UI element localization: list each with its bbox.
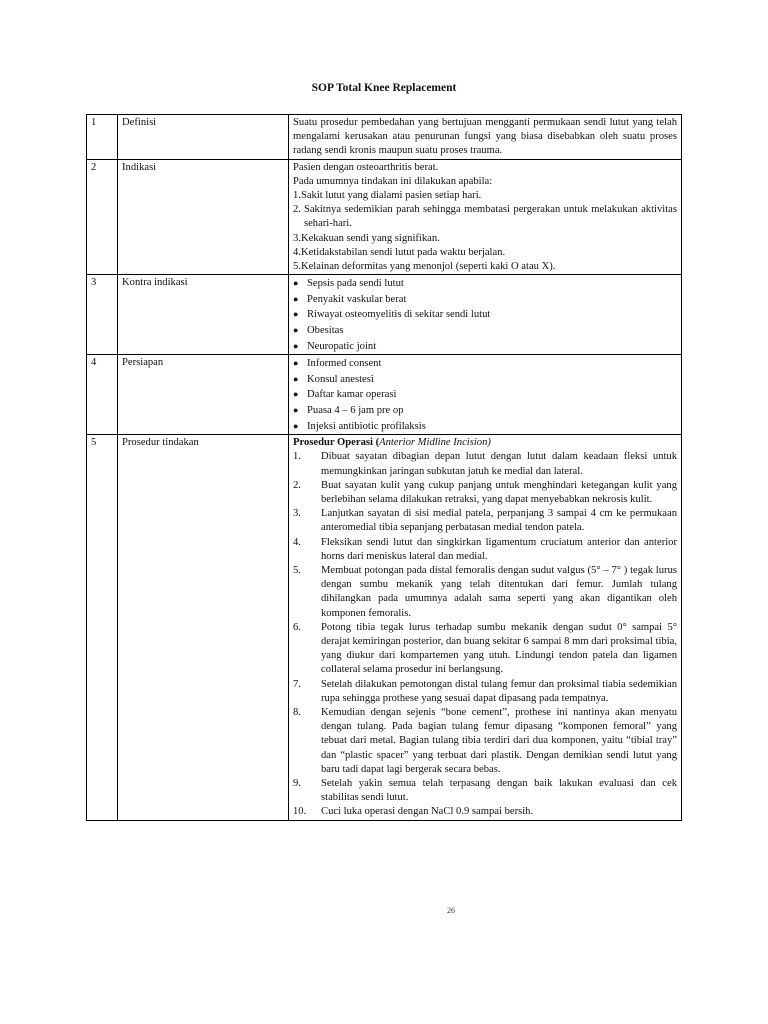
step-text: Dibuat sayatan dibagian depan lutut dengan lutut dalam keadaan fleksi untuk memungkinkan jaringan subkutan jatuh ke medial dan lateral. — [321, 451, 677, 477]
item-text: Kelainan deformitas yang menonjol (seperti kaki O atau X). — [300, 261, 556, 273]
item-text: Neuropatic joint — [307, 340, 377, 352]
item-text: Obesitas — [307, 325, 344, 337]
list-item — [293, 706, 677, 777]
step-text: Kemudian dengan sejenis “bone cement”, prothese ini nantinya akan menyatu dengan tulang. Pada bagian tulang femur dipasang “komponen femoral” yang tebuat dari metal. Bagian tulang tibia terdiri dari dua komponen, yaitu “tibial tray” dan “plastic spacer” yang terbuat dari plastik. Dengan demikian sendi lutut yang baru tadi dapat lagi bergerak secara bebas. — [321, 707, 677, 775]
bullet-icon: ● — [293, 278, 299, 289]
row-label: Indikasi — [118, 159, 289, 275]
row-label: Persiapan — [118, 355, 289, 435]
contraindication-list — [293, 276, 677, 354]
list-item — [293, 246, 677, 260]
list-item — [293, 564, 677, 621]
indication-intro: Pasien dengan osteoarthritis berat. — [293, 161, 439, 173]
list-item — [293, 372, 677, 388]
indication-intro: Pada umumnya tindakan ini dilakukan apabila: — [293, 175, 493, 187]
preparation-list — [293, 356, 677, 434]
step-number: 7. — [293, 678, 301, 690]
list-item — [293, 387, 677, 403]
step-number: 8. — [293, 707, 301, 719]
row-number: 5 — [87, 435, 118, 820]
step-text: Setelah dilakukan pemotongan distal tulang femur dan proksimal tiabia sedemikian rupa sehingga prothese yang sesuai dapat dipasang pada tempatnya. — [321, 678, 677, 704]
list-item — [293, 777, 677, 805]
item-text: Injeksi antibiotic profilaksis — [307, 420, 426, 432]
list-item — [293, 339, 677, 355]
step-text: Membuat potongan pada distal femoralis dengan sudut valgus (5° – 7° ) tegak lurus dengan sumbu mekanik yang telah ditentukan dari femur. Jumlah tulang dihilangkan pada umumnya adalah sama seperti yang akan digantikan oleh komponen femoralis. — [321, 565, 677, 619]
row-number: 1 — [87, 115, 118, 160]
document-title: SOP Total Knee Replacement — [311, 82, 457, 94]
procedure-cell — [289, 435, 682, 820]
step-text: Fleksikan sendi lutut dan singkirkan ligamentum cruciatum anterior dan anterior horns dari meniskus lateral dan medial. — [321, 536, 677, 562]
bullet-icon: ● — [293, 420, 299, 431]
contraindication-cell — [289, 275, 682, 355]
step-number: 9. — [293, 778, 301, 790]
table-row — [87, 435, 682, 820]
item-number: 4. — [293, 246, 301, 258]
step-number: 1. — [293, 451, 301, 463]
step-text: Buat sayatan kulit yang cukup panjang untuk menghindari ketegangan kulit yang berlebihan selama dilakukan retraksi, yang dapat menyebabkan nekrosis kulit. — [321, 479, 677, 505]
item-text: Riwayat osteomyelitis di sekitar sendi lutut — [307, 309, 491, 321]
step-number: 6. — [293, 621, 301, 633]
row-label: Kontra indikasi — [118, 275, 289, 355]
item-number: 3. — [293, 232, 301, 244]
bullet-icon: ● — [293, 325, 299, 336]
list-item — [293, 276, 677, 292]
row-number: 3 — [87, 275, 118, 355]
indication-list — [293, 189, 677, 274]
item-text: Ketidakstabilan sendi lutut pada waktu berjalan. — [300, 246, 506, 258]
step-text: Potong tibia tegak lurus terhadap sumbu mekanik dengan sudut 0° sampai 5° derajat kemiringan posterior, dan buang sekitar 6 sampai 8 mm dari proksimal tibia, yang diukur dari kompartemen yang utuh. Lindungi tendon patela dan ligamen collateral selama prosedur ini berlangsung. — [321, 621, 677, 676]
list-item — [293, 403, 677, 419]
procedure-steps — [293, 450, 677, 819]
definition-text: Suatu prosedur pembedahan yang bertujuan mengganti permukaan sendi lutut yang telah mengalami kerusakan atau penurunan fungsi yang biasa disebabkan oleh suatu proses radang sendi kronis maupun suatu proses trauma. — [289, 115, 682, 160]
bullet-icon: ● — [293, 293, 299, 304]
table-row — [87, 355, 682, 435]
list-item — [293, 356, 677, 372]
list-item — [293, 450, 677, 478]
bullet-icon: ● — [293, 373, 299, 384]
list-item — [293, 307, 677, 323]
step-number: 4. — [293, 536, 301, 548]
row-number: 4 — [87, 355, 118, 435]
list-item — [293, 419, 677, 435]
step-number: 10. — [293, 806, 307, 818]
list-item — [293, 260, 677, 274]
list-item — [293, 678, 677, 706]
item-text: Informed consent — [307, 358, 382, 370]
item-number: 2. — [293, 204, 301, 216]
procedure-heading-italic: Anterior Midline Incision) — [379, 437, 491, 449]
list-item — [293, 805, 677, 819]
step-number: 2. — [293, 479, 301, 491]
bullet-icon: ● — [293, 389, 299, 400]
row-number: 2 — [87, 159, 118, 275]
item-number: 1. — [293, 190, 301, 202]
list-item — [293, 232, 677, 246]
table-row — [87, 115, 682, 160]
bullet-icon: ● — [293, 340, 299, 351]
bullet-icon: ● — [293, 309, 299, 320]
item-text: Sakit lutut yang dialami pasien setiap hari. — [300, 190, 482, 202]
list-item — [293, 621, 677, 678]
step-number: 5. — [293, 565, 301, 576]
bullet-icon: ● — [293, 358, 299, 369]
list-item — [293, 507, 677, 535]
procedure-heading-bold: Prosedur Operasi ( — [293, 437, 380, 449]
preparation-cell — [289, 355, 682, 435]
list-item — [293, 189, 677, 203]
list-item — [293, 292, 677, 308]
list-item — [293, 479, 677, 507]
sop-table — [86, 114, 682, 821]
list-item — [293, 323, 677, 339]
item-text: Sakitnya sedemikian parah sehingga membatasi pergerakan untuk melakukan aktivitas sehari-hari. — [303, 204, 677, 230]
table-row — [87, 275, 682, 355]
indication-cell — [289, 159, 682, 275]
list-item — [293, 203, 677, 231]
step-text: Cuci luka operasi dengan NaCl 0.9 sampai bersih. — [321, 806, 534, 818]
row-label: Definisi — [118, 115, 289, 160]
item-text: Daftar kamar operasi — [307, 389, 397, 401]
item-text: Penyakit vaskular berat — [307, 293, 407, 305]
step-number: 3. — [293, 508, 301, 520]
procedure-heading — [293, 436, 677, 450]
step-text: Setelah yakin semua telah terpasang dengan baik lakukan evaluasi dan cek stabilitas sendi lutut. — [321, 778, 677, 804]
item-text: Konsul anestesi — [307, 373, 374, 385]
item-text: Kekakuan sendi yang signifikan. — [300, 232, 440, 244]
bullet-icon: ● — [293, 404, 299, 415]
item-text: Sepsis pada sendi lutut — [307, 278, 404, 290]
list-item — [293, 536, 677, 564]
item-number: 5. — [293, 261, 301, 273]
item-text: Puasa 4 – 6 jam pre op — [307, 404, 404, 416]
table-row — [87, 159, 682, 275]
page-number: 26 — [447, 906, 455, 915]
step-text: Lanjutkan sayatan di sisi medial patela, perpanjang 3 sampai 4 cm ke permukaan anteromedial tibia sepanjang perbatasan medial tendon patela. — [321, 508, 677, 534]
row-label: Prosedur tindakan — [118, 435, 289, 820]
